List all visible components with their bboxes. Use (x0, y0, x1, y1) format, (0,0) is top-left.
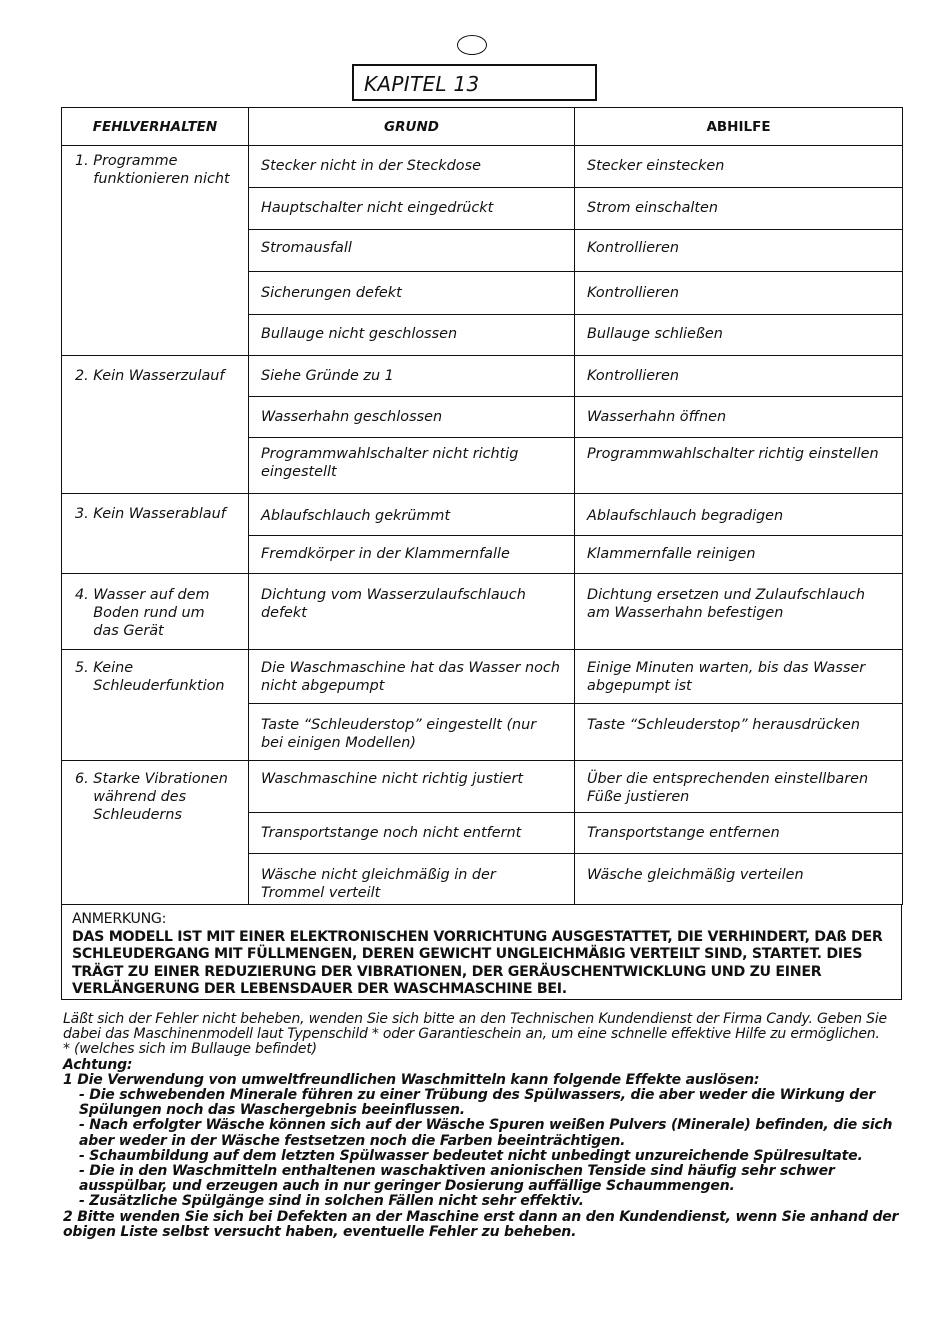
language-marker-oval (457, 35, 487, 55)
remedy-cell: Über die entsprechenden einstellbaren Füße justieren (575, 761, 903, 813)
remedy-cell: Kontrollieren (575, 356, 903, 397)
table-row (62, 356, 903, 397)
cause-cell: Programmwahlschalter nicht richtig eingestellt (249, 438, 575, 494)
cause-cell: Siehe Gründe zu 1 (249, 356, 575, 397)
fault-label: 6. Starke Vibrationen während des Schleuderns (75, 771, 228, 823)
cause-cell: Hauptschalter nicht eingedrückt (249, 188, 575, 230)
remedy-cell: Programmwahlschalter richtig einstellen (575, 438, 903, 494)
fault-cell (62, 146, 249, 356)
fault-cell (62, 494, 249, 574)
header-cause: GRUND (249, 108, 575, 146)
fault-cell (62, 574, 249, 650)
attention-bullet: - Die in den Waschmitteln enthaltenen waschaktiven anionischen Tenside sind häufig sehr schwer ausspülbar, und erzeugen auch in nur geringer Dosierung auffällige Schaummengen. (79, 1163, 835, 1195)
footer-text (63, 1012, 913, 1240)
attention-bullet: - Schaumbildung auf dem letzten Spülwasser bedeutet nicht unbedingt unzureichende Spülresultate. (79, 1147, 863, 1164)
header-fault: FEHLVERHALTEN (62, 108, 249, 146)
table-row (62, 146, 903, 188)
fault-label: 3. Kein Wasserablauf (75, 506, 226, 522)
attention-item-2: 2 Bitte wenden Sie sich bei Defekten an der Maschine erst dann an den Kundendienst, wenn Sie anhand der obigen Liste selbst versucht haben, eventuelle Fehler zu beheben. (63, 1208, 899, 1240)
remedy-cell: Einige Minuten warten, bis das Wasser abgepumpt ist (575, 650, 903, 704)
cause-cell: Waschmaschine nicht richtig justiert (249, 761, 575, 813)
cause-cell: Sicherungen defekt (249, 272, 575, 315)
remedy-cell: Transportstange entfernen (575, 813, 903, 854)
attention-bullet: - Die schwebenden Minerale führen zu einer Trübung des Spülwassers, die aber weder die Wirkung der Spülungen noch das Waschergebnis beeinflussen. (79, 1087, 876, 1119)
fault-cell (62, 650, 249, 761)
remedy-cell: Dichtung ersetzen und Zulaufschlauch am Wasserhahn befestigen (575, 574, 903, 650)
header-remedy: ABHILFE (575, 108, 903, 146)
fault-label: 1. Programme funktionieren nicht (75, 153, 230, 187)
remedy-cell: Kontrollieren (575, 272, 903, 315)
remedy-cell: Strom einschalten (575, 188, 903, 230)
remedy-cell: Taste “Schleuderstop” herausdrücken (575, 704, 903, 761)
cause-cell: Ablaufschlauch gekrümmt (249, 494, 575, 536)
fault-label: 2. Kein Wasserzulauf (75, 368, 225, 384)
attention-bullet: - Zusätzliche Spülgänge sind in solchen Fällen nicht sehr effektiv. (79, 1193, 584, 1210)
table-row (62, 761, 903, 813)
cause-cell: Bullauge nicht geschlossen (249, 315, 575, 356)
remedy-cell: Ablaufschlauch begradigen (575, 494, 903, 536)
chapter-title: KAPITEL 13 (352, 64, 597, 101)
cause-cell: Dichtung vom Wasserzulaufschlauch defekt (249, 574, 575, 650)
cause-cell: Die Waschmaschine hat das Wasser noch nicht abgepumpt (249, 650, 575, 704)
remedy-cell: Stecker einstecken (575, 146, 903, 188)
table-row (62, 574, 903, 650)
remedy-cell: Wasserhahn öffnen (575, 397, 903, 438)
remedy-cell: Bullauge schließen (575, 315, 903, 356)
table-row (62, 494, 903, 536)
attention-heading: Achtung: (63, 1056, 133, 1073)
cause-cell: Stecker nicht in der Steckdose (249, 146, 575, 188)
cause-cell: Wasserhahn geschlossen (249, 397, 575, 438)
table-row (62, 650, 903, 704)
cause-cell: Stromausfall (249, 230, 575, 272)
note-box (61, 904, 902, 1000)
fault-label: 5. Keine Schleuderfunktion (75, 660, 225, 694)
remedy-cell: Kontrollieren (575, 230, 903, 272)
troubleshooting-table (61, 107, 903, 905)
footnote: * (welches sich im Bullauge befindet) (63, 1041, 317, 1058)
attention-item-1: 1 Die Verwendung von umweltfreundlichen Waschmitteln kann folgende Effekte auslösen: (63, 1071, 760, 1088)
service-paragraph: Läßt sich der Fehler nicht beheben, wenden Sie sich bitte an den Technischen Kundendienst der Firma Candy. Geben Sie dabei das Maschinenmodell laut Typenschild * oder Garantieschein an, um eine schnelle effektive Hilfe zu ermöglichen. (63, 1011, 887, 1043)
fault-cell (62, 356, 249, 494)
fault-label: 4. Wasser auf dem Boden rund um das Gerät (75, 587, 210, 639)
remedy-cell: Wäsche gleichmäßig verteilen (575, 854, 903, 905)
note-text: DAS MODELL IST MIT EINER ELEKTRONISCHEN VORRICHTUNG AUSGESTATTET, DIE VERHINDERT, DAß DER SCHLEUDERGANG MIT FÜLLMENGEN, DEREN GEWICHT UNGLEICHMÄßIG VERTEILT SIND, STARTET. DIES TRÄGT ZU EINER REDUZIERUNG DER VIBRATIONEN, DER GERÄUSCHENTWICKLUNG UND ZU EINER VERLÄNGERUNG DER LEBENSDAUER DER WASCHMASCHINE BEI. (72, 928, 883, 998)
attention-bullet: - Nach erfolgter Wäsche können sich auf der Wäsche Spuren weißen Pulvers (Minerale) befinden, die sich aber weder in der Wäsche festsetzen noch die Farben beeinträchtigen. (79, 1117, 893, 1149)
cause-cell: Taste “Schleuderstop” eingestellt (nur bei einigen Modellen) (249, 704, 575, 761)
cause-cell: Transportstange noch nicht entfernt (249, 813, 575, 854)
table-header-row (62, 108, 903, 146)
cause-cell: Fremdkörper in der Klammernfalle (249, 536, 575, 574)
fault-cell (62, 761, 249, 905)
note-heading: ANMERKUNG: (72, 911, 167, 927)
cause-cell: Wäsche nicht gleichmäßig in der Trommel verteilt (249, 854, 575, 905)
remedy-cell: Klammernfalle reinigen (575, 536, 903, 574)
